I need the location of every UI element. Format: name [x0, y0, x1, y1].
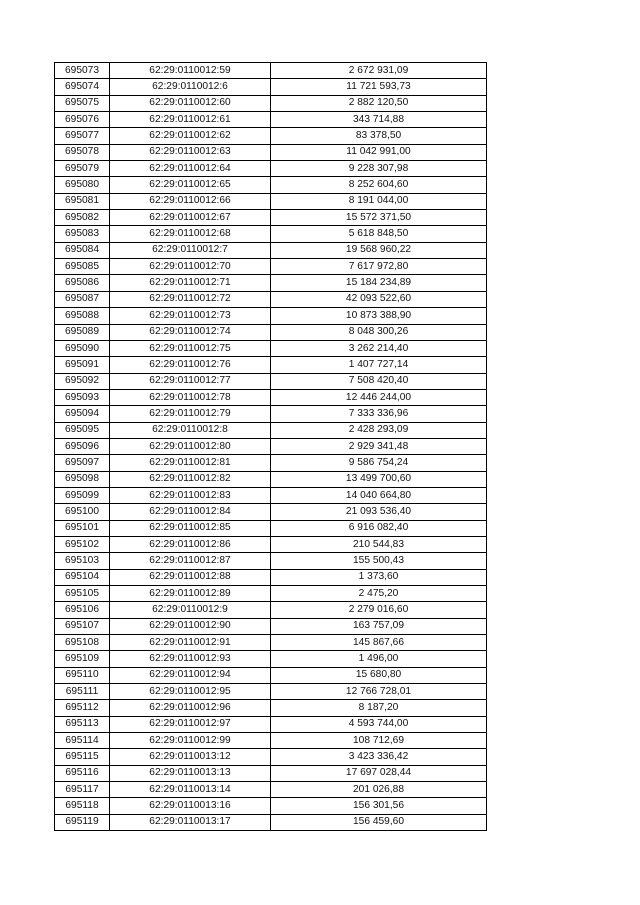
cadastral-value-cell: 2 475,20 [271, 586, 487, 602]
row-id-cell: 695102 [55, 536, 110, 552]
cadastral-number-cell: 62:29:0110012:74 [110, 324, 271, 340]
table-row [55, 95, 487, 111]
table-row [55, 242, 487, 258]
cadastral-value-cell: 42 093 522,60 [271, 291, 487, 307]
cadastral-value-cell: 156 301,56 [271, 798, 487, 814]
row-id-cell: 695077 [55, 128, 110, 144]
cadastral-number-cell: 62:29:0110012:80 [110, 438, 271, 454]
table-row [55, 291, 487, 307]
row-id-cell: 695106 [55, 602, 110, 618]
cadastral-value-cell: 2 279 016,60 [271, 602, 487, 618]
table-row [55, 357, 487, 373]
cadastral-number-cell: 62:29:0110012:93 [110, 651, 271, 667]
cadastral-number-cell: 62:29:0110012:96 [110, 700, 271, 716]
cadastral-number-cell: 62:29:0110012:79 [110, 406, 271, 422]
table-row [55, 79, 487, 95]
cadastral-value-cell: 8 187,20 [271, 700, 487, 716]
cadastral-number-cell: 62:29:0110012:72 [110, 291, 271, 307]
cadastral-number-cell: 62:29:0110012:73 [110, 308, 271, 324]
table-row [55, 210, 487, 226]
row-id-cell: 695117 [55, 782, 110, 798]
row-id-cell: 695082 [55, 210, 110, 226]
table-row [55, 373, 487, 389]
table-row [55, 765, 487, 781]
row-id-cell: 695109 [55, 651, 110, 667]
cadastral-number-cell: 62:29:0110012:83 [110, 487, 271, 503]
cadastral-number-cell: 62:29:0110012:97 [110, 716, 271, 732]
cadastral-number-cell: 62:29:0110013:12 [110, 749, 271, 765]
row-id-cell: 695075 [55, 95, 110, 111]
row-id-cell: 695093 [55, 389, 110, 405]
table-row [55, 553, 487, 569]
row-id-cell: 695088 [55, 308, 110, 324]
table-row [55, 667, 487, 683]
cadastral-value-cell: 210 544,83 [271, 536, 487, 552]
cadastral-number-cell: 62:29:0110012:61 [110, 112, 271, 128]
cadastral-value-cell: 108 712,69 [271, 733, 487, 749]
cadastral-number-cell: 62:29:0110012:59 [110, 63, 271, 79]
row-id-cell: 695100 [55, 504, 110, 520]
table-row [55, 504, 487, 520]
cadastral-value-cell: 9 586 754,24 [271, 455, 487, 471]
cadastral-number-cell: 62:29:0110012:87 [110, 553, 271, 569]
cadastral-value-cell: 11 721 593,73 [271, 79, 487, 95]
cadastral-value-cell: 145 867,66 [271, 635, 487, 651]
row-id-cell: 695098 [55, 471, 110, 487]
table-row [55, 438, 487, 454]
cadastral-value-cell: 15 680,80 [271, 667, 487, 683]
row-id-cell: 695083 [55, 226, 110, 242]
table-row [55, 684, 487, 700]
cadastral-value-table [54, 62, 487, 831]
cadastral-value-cell: 7 333 336,96 [271, 406, 487, 422]
row-id-cell: 695116 [55, 765, 110, 781]
cadastral-number-cell: 62:29:0110012:94 [110, 667, 271, 683]
cadastral-value-cell: 156 459,60 [271, 814, 487, 830]
table-row [55, 259, 487, 275]
cadastral-value-cell: 14 040 664,80 [271, 487, 487, 503]
cadastral-number-cell: 62:29:0110012:77 [110, 373, 271, 389]
table-row [55, 618, 487, 634]
row-id-cell: 695105 [55, 586, 110, 602]
cadastral-value-cell: 2 882 120,50 [271, 95, 487, 111]
cadastral-value-cell: 1 407 727,14 [271, 357, 487, 373]
cadastral-value-cell: 17 697 028,44 [271, 765, 487, 781]
row-id-cell: 695090 [55, 340, 110, 356]
row-id-cell: 695085 [55, 259, 110, 275]
cadastral-value-cell: 15 572 371,50 [271, 210, 487, 226]
table-row [55, 798, 487, 814]
cadastral-number-cell: 62:29:0110012:86 [110, 536, 271, 552]
row-id-cell: 695114 [55, 733, 110, 749]
cadastral-number-cell: 62:29:0110012:60 [110, 95, 271, 111]
cadastral-number-cell: 62:29:0110012:66 [110, 193, 271, 209]
cadastral-number-cell: 62:29:0110012:6 [110, 79, 271, 95]
cadastral-value-cell: 8 048 300,26 [271, 324, 487, 340]
cadastral-value-cell: 343 714,88 [271, 112, 487, 128]
cadastral-value-cell: 3 262 214,40 [271, 340, 487, 356]
row-id-cell: 695080 [55, 177, 110, 193]
cadastral-number-cell: 62:29:0110013:17 [110, 814, 271, 830]
row-id-cell: 695074 [55, 79, 110, 95]
row-id-cell: 695095 [55, 422, 110, 438]
cadastral-value-cell: 3 423 336,42 [271, 749, 487, 765]
table-row [55, 177, 487, 193]
table-row [55, 324, 487, 340]
table-row [55, 340, 487, 356]
cadastral-number-cell: 62:29:0110012:68 [110, 226, 271, 242]
cadastral-number-cell: 62:29:0110012:70 [110, 259, 271, 275]
cadastral-number-cell: 62:29:0110012:71 [110, 275, 271, 291]
cadastral-value-cell: 21 093 536,40 [271, 504, 487, 520]
row-id-cell: 695113 [55, 716, 110, 732]
row-id-cell: 695086 [55, 275, 110, 291]
cadastral-value-cell: 4 593 744,00 [271, 716, 487, 732]
cadastral-value-cell: 201 026,88 [271, 782, 487, 798]
table-row [55, 716, 487, 732]
cadastral-value-cell: 7 617 972,80 [271, 259, 487, 275]
table-row [55, 63, 487, 79]
cadastral-number-cell: 62:29:0110012:65 [110, 177, 271, 193]
row-id-cell: 695112 [55, 700, 110, 716]
row-id-cell: 695099 [55, 487, 110, 503]
table-row [55, 569, 487, 585]
row-id-cell: 695094 [55, 406, 110, 422]
table-row [55, 193, 487, 209]
cadastral-value-cell: 83 378,50 [271, 128, 487, 144]
table-row [55, 226, 487, 242]
cadastral-number-cell: 62:29:0110012:67 [110, 210, 271, 226]
row-id-cell: 695115 [55, 749, 110, 765]
row-id-cell: 695091 [55, 357, 110, 373]
row-id-cell: 695118 [55, 798, 110, 814]
table-row [55, 749, 487, 765]
cadastral-value-cell: 5 618 848,50 [271, 226, 487, 242]
row-id-cell: 695084 [55, 242, 110, 258]
cadastral-value-cell: 2 929 341,48 [271, 438, 487, 454]
cadastral-number-cell: 62:29:0110012:82 [110, 471, 271, 487]
cadastral-number-cell: 62:29:0110012:95 [110, 684, 271, 700]
cadastral-value-cell: 8 252 604,60 [271, 177, 487, 193]
table-row [55, 586, 487, 602]
row-id-cell: 695078 [55, 144, 110, 160]
table-row [55, 144, 487, 160]
cadastral-value-cell: 12 446 244,00 [271, 389, 487, 405]
cadastral-number-cell: 62:29:0110012:8 [110, 422, 271, 438]
cadastral-number-cell: 62:29:0110012:62 [110, 128, 271, 144]
table-row [55, 455, 487, 471]
row-id-cell: 695108 [55, 635, 110, 651]
cadastral-number-cell: 62:29:0110013:14 [110, 782, 271, 798]
cadastral-number-cell: 62:29:0110012:7 [110, 242, 271, 258]
table-row [55, 733, 487, 749]
cadastral-number-cell: 62:29:0110012:76 [110, 357, 271, 373]
cadastral-number-cell: 62:29:0110013:16 [110, 798, 271, 814]
row-id-cell: 695104 [55, 569, 110, 585]
row-id-cell: 695092 [55, 373, 110, 389]
cadastral-number-cell: 62:29:0110012:85 [110, 520, 271, 536]
table-row [55, 520, 487, 536]
cadastral-value-cell: 2 428 293,09 [271, 422, 487, 438]
cadastral-value-cell: 1 373,60 [271, 569, 487, 585]
cadastral-number-cell: 62:29:0110012:91 [110, 635, 271, 651]
table-row [55, 161, 487, 177]
cadastral-number-cell: 62:29:0110012:75 [110, 340, 271, 356]
cadastral-value-cell: 9 228 307,98 [271, 161, 487, 177]
row-id-cell: 695101 [55, 520, 110, 536]
row-id-cell: 695111 [55, 684, 110, 700]
row-id-cell: 695103 [55, 553, 110, 569]
row-id-cell: 695076 [55, 112, 110, 128]
table-row [55, 814, 487, 830]
cadastral-number-cell: 62:29:0110012:81 [110, 455, 271, 471]
cadastral-value-cell: 19 568 960,22 [271, 242, 487, 258]
row-id-cell: 695081 [55, 193, 110, 209]
table-row [55, 635, 487, 651]
cadastral-number-cell: 62:29:0110012:88 [110, 569, 271, 585]
cadastral-number-cell: 62:29:0110012:89 [110, 586, 271, 602]
cadastral-value-cell: 11 042 991,00 [271, 144, 487, 160]
table-row [55, 422, 487, 438]
table-row [55, 308, 487, 324]
table-row [55, 471, 487, 487]
table-row [55, 651, 487, 667]
cadastral-value-cell: 13 499 700,60 [271, 471, 487, 487]
cadastral-value-cell: 15 184 234,89 [271, 275, 487, 291]
table-row [55, 406, 487, 422]
cadastral-value-cell: 12 766 728,01 [271, 684, 487, 700]
cadastral-value-cell: 155 500,43 [271, 553, 487, 569]
cadastral-number-cell: 62:29:0110012:63 [110, 144, 271, 160]
cadastral-value-cell: 7 508 420,40 [271, 373, 487, 389]
table-row [55, 128, 487, 144]
table-row [55, 487, 487, 503]
cadastral-value-cell: 8 191 044,00 [271, 193, 487, 209]
table-row [55, 700, 487, 716]
row-id-cell: 695079 [55, 161, 110, 177]
row-id-cell: 695119 [55, 814, 110, 830]
cadastral-value-cell: 10 873 388,90 [271, 308, 487, 324]
row-id-cell: 695096 [55, 438, 110, 454]
row-id-cell: 695110 [55, 667, 110, 683]
cadastral-value-cell: 6 916 082,40 [271, 520, 487, 536]
row-id-cell: 695087 [55, 291, 110, 307]
cadastral-number-cell: 62:29:0110012:9 [110, 602, 271, 618]
cadastral-number-cell: 62:29:0110012:90 [110, 618, 271, 634]
row-id-cell: 695073 [55, 63, 110, 79]
row-id-cell: 695097 [55, 455, 110, 471]
cadastral-number-cell: 62:29:0110012:64 [110, 161, 271, 177]
table-row [55, 389, 487, 405]
table-row [55, 536, 487, 552]
cadastral-value-cell: 163 757,09 [271, 618, 487, 634]
table-row [55, 275, 487, 291]
cadastral-value-cell: 2 672 931,09 [271, 63, 487, 79]
cadastral-number-cell: 62:29:0110012:78 [110, 389, 271, 405]
table-row [55, 782, 487, 798]
table-row [55, 602, 487, 618]
table-body [55, 63, 487, 831]
cadastral-value-cell: 1 496,00 [271, 651, 487, 667]
cadastral-number-cell: 62:29:0110013:13 [110, 765, 271, 781]
row-id-cell: 695107 [55, 618, 110, 634]
row-id-cell: 695089 [55, 324, 110, 340]
cadastral-number-cell: 62:29:0110012:99 [110, 733, 271, 749]
cadastral-number-cell: 62:29:0110012:84 [110, 504, 271, 520]
table-row [55, 112, 487, 128]
